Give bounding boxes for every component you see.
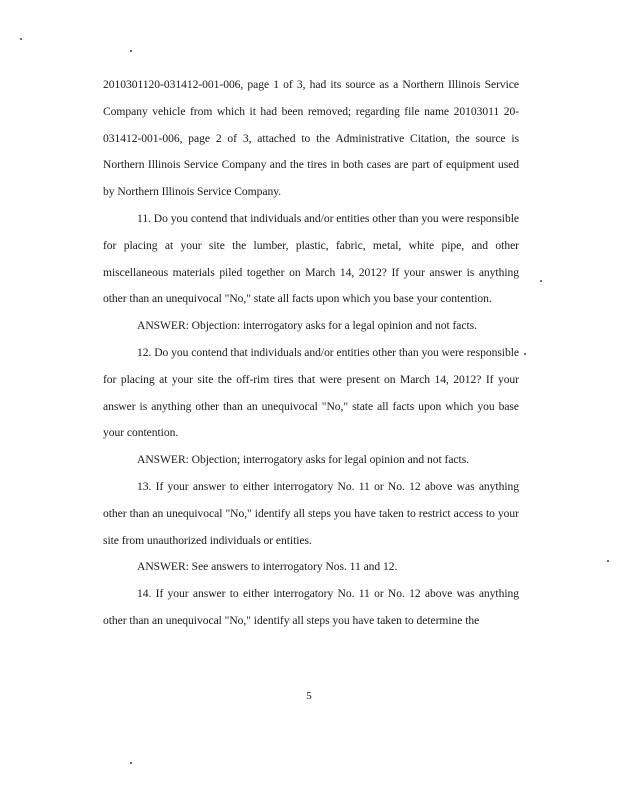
scan-speck: [607, 560, 609, 562]
answer-13: ANSWER: See answers to interrogatory Nos. 11 and 12.: [137, 560, 398, 574]
document-body: [103, 72, 519, 635]
interrogatory-14: 14. If your answer to either interrogatory No. 11 or No. 12 above was anything other than an unequivocal "No," identify all steps you have taken to determine the: [103, 587, 519, 627]
paragraph-continuation: 2010301120-031412-001-006, page 1 of 3, had its source as a Northern Illinois Service Company vehicle from which it had been removed; regarding file name 20103011 20-031412-001-006, page 2 of 3, attached to the Administrative Citation, the source is Northern Illinois Service Company and the tires in both cases are part of equipment used by Northern Illinois Service Company.: [103, 78, 519, 199]
scan-speck: [130, 762, 132, 764]
interrogatory-12: 12. Do you contend that individuals and/or entities other than you were responsible for placing at your site the off-rim tires that were present on March 14, 2012? If your answer is anything other than an unequivocal "No," state all facts upon which you base your contention.: [103, 345, 519, 440]
answer-11: ANSWER: Objection: interrogatory asks for a legal opinion and not facts.: [137, 319, 477, 333]
scan-speck: [540, 280, 542, 282]
scan-speck: [524, 353, 526, 355]
scan-speck: [20, 38, 22, 40]
scan-speck: [130, 50, 132, 52]
page-number: 5: [306, 690, 312, 702]
answer-12: ANSWER: Objection; interrogatory asks for legal opinion and not facts.: [137, 453, 470, 467]
interrogatory-13: 13. If your answer to either interrogatory No. 11 or No. 12 above was anything other than an unequivocal "No," identify all steps you have taken to restrict access to your site from unauthorized individuals or entities.: [103, 479, 519, 547]
interrogatory-11: 11. Do you contend that individuals and/or entities other than you were responsible for placing at your site the lumber, plastic, fabric, metal, white pipe, and other miscellaneous materials piled together on March 14, 2012? If your answer is anything other than an unequivocal "No," state all facts upon which you base your contention.: [103, 211, 519, 306]
